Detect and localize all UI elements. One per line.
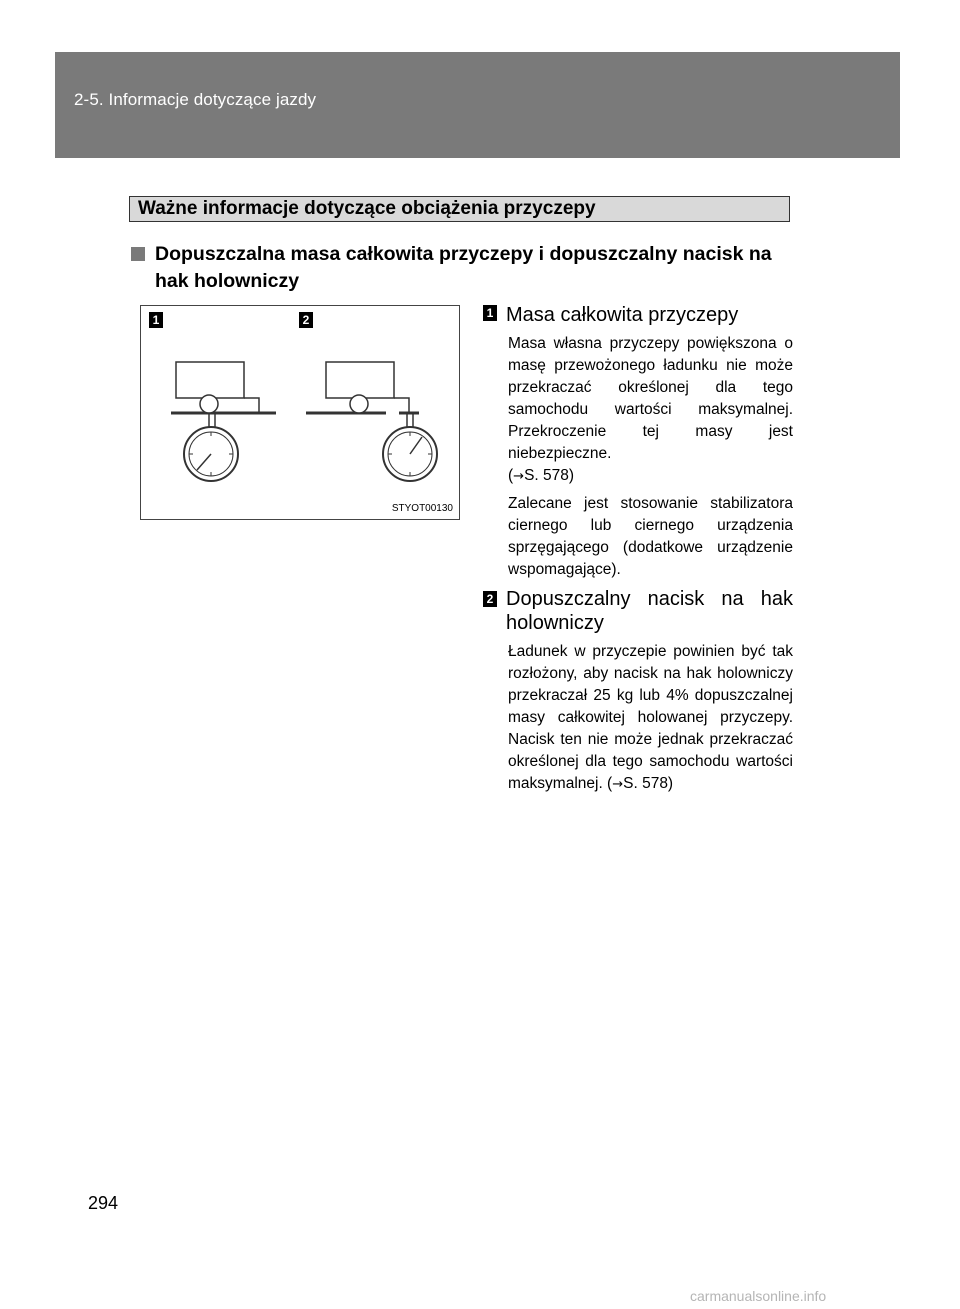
watermark: carmanualsonline.info	[690, 1288, 827, 1304]
item-1-title: Masa całkowita przyczepy	[506, 304, 739, 326]
bullet-square-icon	[131, 247, 145, 261]
header-section-title: 2-5. Informacje dotyczące jazdy	[74, 90, 317, 109]
subheading: Dopuszczalna masa całkowita przyczepy i dopuszczalny nacisk na hak holowniczy	[155, 243, 772, 292]
item-badge-1: 1	[483, 305, 497, 321]
page-number: 294	[88, 1193, 119, 1213]
item-2-paragraph: Ładunek w przyczepie powinien być tak rozłożony, aby nacisk na hak holowniczy przekraczał 25 kg lub 4% dopuszczalnej masy całkowitej holowanej przyczepy. Nacisk ten nie może jednak przekraczać określonej dla tego samochodu wartości maksymalnej. (→S. 578)	[508, 643, 793, 792]
item-1-ref: S. 578	[524, 467, 569, 484]
trailer-weight-figure	[140, 305, 460, 520]
arrow-right-icon: →	[513, 469, 525, 484]
item-2-ref: S. 578)	[623, 775, 674, 792]
item-1-text: Masa własna przyczepy powiększona o masę przewożonego ładunku nie może przekraczać określonej dla tego samochodu wartości maksymalnej. Przekroczenie tej masy jest niebezpieczne.	[508, 335, 793, 462]
item-2-title-line1: Dopuszczalny nacisk na hak	[506, 588, 793, 610]
arrow-right-icon: →	[612, 777, 624, 792]
item-1-paragraph: Masa własna przyczepy powiększona o masę przewożonego ładunku nie może przekraczać określonej dla tego samochodu wartości maksymalnej. Przekroczenie tej masy jest niebezpieczne. (→S. 578)	[508, 335, 793, 484]
item-2-title-line2: holowniczy	[506, 612, 604, 634]
item-1-note: Zalecane jest stosowanie stabilizatora ciernego lub ciernego urządzenia sprzęgającego (dodatkowe urządzenie wspomagające).	[508, 495, 793, 578]
item-badge-2: 2	[483, 591, 497, 607]
item-2-text: Ładunek w przyczepie powinien być tak rozłożony, aby nacisk na hak holowniczy przekraczał 25 kg lub 4% dopuszczalnej masy całkowitej holowanej przyczepy. Nacisk ten nie może jednak przekraczać określonej dla tego samochodu wartości maksymalnej.	[508, 643, 793, 792]
figure-code: STYOT00130	[391, 503, 453, 514]
trailer-scale-illustration	[141, 306, 461, 521]
figure-badge-2: 2	[299, 312, 313, 328]
section-title: Ważne informacje dotyczące obciążenia przyczepy	[138, 198, 596, 219]
figure-badge-1: 1	[149, 312, 163, 328]
